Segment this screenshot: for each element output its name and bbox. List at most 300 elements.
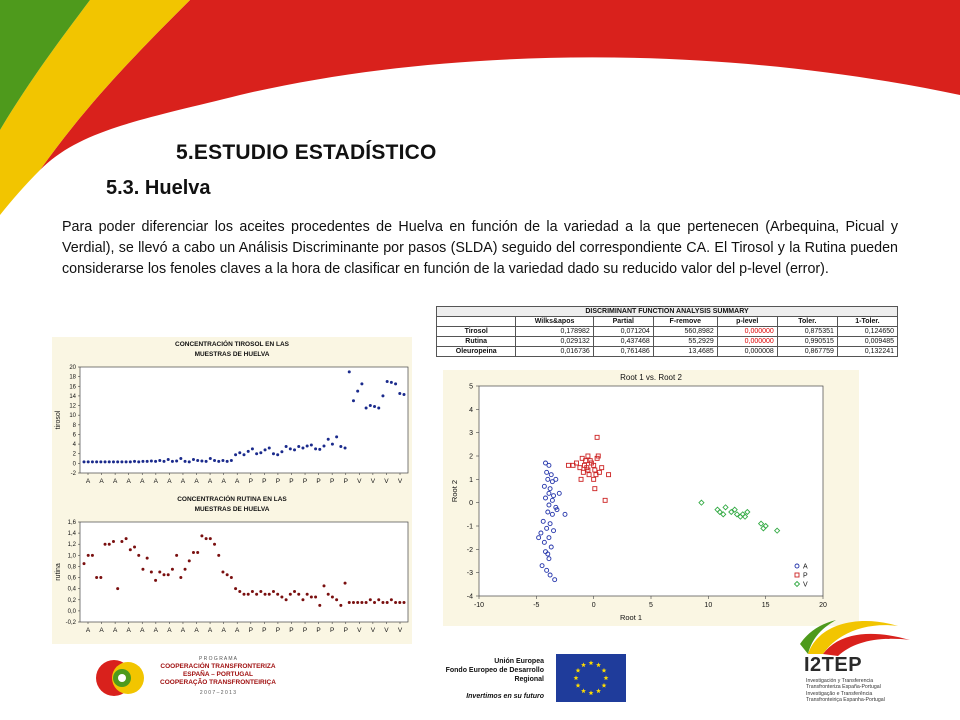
data-point [217,460,220,463]
i2tep-lines [806,678,918,704]
data-point [125,537,128,540]
x-tick-label: P [275,478,281,485]
data-point [133,546,136,549]
y-tick-label: 12 [69,403,76,410]
y-tick-label: 4 [469,406,473,414]
x-tick-label: V [370,627,376,634]
x-tick-label: V [357,478,362,485]
y-tick-label: 2 [72,451,76,458]
eu-line: Fondo Europeo de Desarrollo [445,667,544,674]
table-cell: 0,437468 [593,337,653,347]
data-point [339,445,342,448]
y-tick-label: 2 [469,453,473,461]
i2tep-line: Investigação e Transferência [806,690,873,697]
data-point [179,576,182,579]
data-point [83,460,86,463]
x-tick-label: P [316,627,321,634]
data-point [230,576,233,579]
y-tick-label: -2 [466,546,473,554]
data-point [120,460,123,463]
y-tick-label: 4 [72,442,76,449]
table-row-label: Rutina [437,337,516,347]
data-point [327,593,330,596]
eu-flag-icon [556,654,626,702]
x-tick-label: A [126,627,131,634]
x-tick-label: A [235,627,240,634]
summary-table-header: Partial [593,317,653,327]
x-tick-label: A [194,627,199,634]
data-point [141,568,144,571]
data-point [179,457,182,460]
plot-area [479,386,823,596]
data-point [344,582,347,585]
data-point [297,445,300,448]
data-point [200,459,203,462]
data-point [116,587,119,590]
data-point [390,598,393,601]
x-tick-label: A [140,478,145,485]
data-point [167,573,170,576]
data-point [339,604,342,607]
data-point [125,460,128,463]
y-tick-label: 20 [69,365,76,371]
x-tick-label: A [99,627,104,634]
i2tep-emblem-icon [798,614,918,658]
data-point [276,453,279,456]
poctep-small-top: P R O G R A M A [199,656,237,662]
data-point [209,537,212,540]
data-point [188,460,191,463]
legend-label: P [803,572,808,580]
summary-table-header: Wilks&apos [516,317,593,327]
data-point [386,380,389,383]
data-point [268,446,271,449]
data-point [394,382,397,385]
y-tick-label: 14 [69,393,76,400]
x-tick-label: A [112,478,118,485]
table-row-label: Oleuropeina [437,347,516,357]
table-cell: 0,000008 [717,347,777,357]
data-point [217,554,220,557]
i2tep-line: Transfronteiriça Espanha-Portugal [806,697,885,704]
data-point [209,457,212,460]
i2tep-logo [798,614,918,714]
poctep-small-bottom: 2 0 0 7 – 2 0 1 3 [199,690,237,696]
data-point [403,601,406,604]
data-point [91,460,94,463]
data-point [83,562,86,565]
y-tick-label: 0,2 [67,597,76,604]
data-point [264,448,267,451]
x-tick-label: A [235,478,240,485]
y-tick-label: -4 [466,593,473,601]
y-tick-label: -1 [466,523,473,531]
x-tick-label: A [140,627,145,634]
summary-table [436,306,898,357]
data-point [323,584,326,587]
i2tep-line: Transfronteriza España-Portugal [806,684,881,691]
chart-title: MUESTRAS DE HUELVA [194,506,270,513]
y-tick-label: 5 [469,383,473,391]
table-row [437,327,898,337]
poctep-line: COOPERAÇÃO TRANSFRONTEIRIÇA [160,679,276,686]
x-tick-label: P [316,478,321,485]
data-point [87,554,90,557]
y-tick-label: -3 [466,570,473,578]
x-tick-label: A [207,627,213,634]
x-tick-label: P [330,478,335,485]
data-point [373,601,376,604]
data-point [243,453,246,456]
table-cell: 0,071204 [593,327,653,337]
data-point [213,459,216,462]
data-point [369,598,372,601]
data-point [356,601,359,604]
data-point [133,460,136,463]
data-point [213,543,216,546]
data-point [95,576,98,579]
data-point [365,406,368,409]
x-tick-label: A [194,478,199,485]
table-cell: 0,867759 [777,347,837,357]
table-cell: 0,124650 [837,327,897,337]
table-cell: 0,000000 [717,327,777,337]
data-point [318,604,321,607]
x-tick-label: 5 [649,602,653,609]
data-point [150,459,153,462]
data-point [196,459,199,462]
data-point [226,573,229,576]
data-point [234,587,237,590]
data-point [306,445,309,448]
x-axis-label: Root 1 [619,613,643,622]
data-point [108,460,111,463]
data-point [314,596,317,599]
data-point [348,601,351,604]
data-point [129,548,132,551]
summary-table-header [437,317,516,327]
data-point [310,596,313,599]
x-tick-label: P [262,478,267,485]
table-cell: 0,029132 [516,337,593,347]
data-point [403,393,406,396]
x-tick-label: A [153,627,158,634]
x-tick-label: A [167,478,172,485]
table-cell: 0,009485 [837,337,897,347]
data-point [221,571,224,574]
data-point [285,598,288,601]
y-tick-label: 3 [469,430,473,438]
plot-area [80,522,408,622]
summary-table-header-row [437,317,898,327]
data-point [137,460,140,463]
data-point [381,394,384,397]
poctep-emblem-icon [92,654,152,702]
y-tick-label: 0,8 [67,564,76,571]
x-tick-label: P [302,478,308,485]
data-point [377,406,380,409]
root-scatter-chart [443,370,859,626]
table-cell: 0,761486 [593,347,653,357]
rutina-chart [52,492,412,644]
table-row [437,347,898,357]
x-tick-label: P [343,627,348,634]
data-point [259,590,262,593]
data-point [280,450,283,453]
x-tick-label: P [275,627,281,634]
y-tick-label: 0,6 [67,575,76,582]
summary-table-header: 1-Toler. [837,317,897,327]
data-point [268,593,271,596]
data-point [104,460,107,463]
data-point [365,601,368,604]
chart-title: CONCENTRACIÓN TIROSOL EN LAS [175,341,289,348]
data-point [335,598,338,601]
data-point [381,601,384,604]
table-cell: 55,2929 [653,337,717,347]
data-point [369,404,372,407]
x-tick-label: V [397,478,403,485]
x-tick-label: A [180,478,186,485]
data-point [327,438,330,441]
data-point [360,382,363,385]
data-point [247,593,250,596]
data-point [335,435,338,438]
data-point [323,445,326,448]
x-tick-label: 10 [704,602,713,609]
data-point [394,601,397,604]
x-tick-label: V [370,478,376,485]
data-point [243,593,246,596]
tirosol-chart [52,337,412,495]
i2tep-name: I2TEP [804,654,863,676]
y-tick-label: 18 [69,374,76,381]
data-point [150,571,153,574]
table-cell: 0,178982 [516,327,593,337]
table-row-label: Tirosol [437,327,516,337]
data-point [192,458,195,461]
data-point [87,460,90,463]
data-point [112,540,115,543]
table-cell: 0,990515 [777,337,837,347]
summary-table-header: p-level [717,317,777,327]
y-tick-label: 1,6 [67,520,76,526]
table-cell: 0,875351 [777,327,837,337]
x-tick-label: V [357,627,362,634]
data-point [356,390,359,393]
data-point [99,460,102,463]
x-tick-label: P [248,627,253,634]
data-point [301,446,304,449]
data-point [390,381,393,384]
data-point [154,460,157,463]
y-axis-label: Root 2 [450,479,459,503]
x-tick-label: P [302,627,308,634]
data-point [95,460,98,463]
data-point [163,573,166,576]
data-point [154,579,157,582]
data-point [184,568,187,571]
x-tick-label: A [221,627,226,634]
data-point [386,601,389,604]
data-point [297,593,300,596]
x-tick-label: V [397,627,403,634]
poctep-logo [92,654,282,702]
data-point [200,534,203,537]
eu-line: Unión Europea [494,658,544,665]
data-point [192,551,195,554]
x-tick-label: A [85,627,91,634]
x-tick-label: A [180,627,186,634]
data-point [188,559,191,562]
data-point [344,446,347,449]
data-point [175,554,178,557]
x-tick-label: P [343,478,348,485]
x-tick-label: P [289,627,294,634]
x-tick-label: A [126,478,131,485]
data-point [221,459,224,462]
data-point [171,568,174,571]
x-tick-label: V [384,478,389,485]
y-tick-label: -2 [70,471,76,477]
y-tick-label: 6 [72,432,76,439]
legend-label: V [803,581,808,589]
plot-area [80,367,408,473]
summary-table-title: DISCRIMINANT FUNCTION ANALYSIS SUMMARY [437,307,898,317]
eu-line: Regional [514,676,544,683]
data-point [398,601,401,604]
y-tick-label: 1 [469,476,473,484]
eu-text-block [442,657,544,701]
data-point [276,593,279,596]
data-point [352,399,355,402]
x-tick-label: A [99,478,104,485]
x-tick-label: P [330,627,335,634]
i2tep-line: Investigación y Transferencia [806,678,874,684]
data-point [238,451,241,454]
x-tick-label: 20 [819,602,827,609]
data-point [251,590,254,593]
y-tick-label: 16 [69,384,76,391]
data-point [247,450,250,453]
table-cell: 0,016736 [516,347,593,357]
poctep-line: COOPERACIÓN TRANSFRONTERIZA [160,663,276,670]
data-point [255,593,258,596]
x-tick-label: 0 [591,602,596,609]
y-tick-label: 8 [72,422,76,429]
data-point [360,601,363,604]
x-tick-label: P [262,627,267,634]
y-axis-label: tirosol [55,410,62,430]
x-tick-label: A [167,627,172,634]
data-point [352,601,355,604]
eu-slogan: Invertimos en su futuro [466,693,544,700]
data-point [196,551,199,554]
x-tick-label: A [85,478,91,485]
summary-table-header: Toler. [777,317,837,327]
x-tick-label: V [384,627,389,634]
chart-title: MUESTRAS DE HUELVA [194,351,270,358]
x-tick-label: A [207,478,213,485]
data-point [331,443,334,446]
legend-label: A [803,563,808,571]
data-point [129,460,132,463]
x-tick-label: -5 [533,602,540,609]
data-point [272,590,275,593]
data-point [314,447,317,450]
data-point [331,596,334,599]
data-point [285,445,288,448]
poctep-lines [154,663,282,687]
x-tick-label: A [221,478,226,485]
data-point [120,540,123,543]
summary-table-header: F-remove [653,317,717,327]
section-subtitle: 5.3. Huelva [106,177,211,199]
data-point [205,460,208,463]
y-tick-label: 0,0 [67,608,76,615]
data-point [293,448,296,451]
y-axis-label: rutina [55,563,62,581]
table-cell: 0,132241 [837,347,897,357]
data-point [280,596,283,599]
summary-table-panel [436,306,906,362]
page-title: 5.ESTUDIO ESTADÍSTICO [176,141,437,164]
data-point [167,458,170,461]
data-point [264,593,267,596]
data-point [234,453,237,456]
data-point [146,557,149,560]
chart-title: CONCENTRACIÓN RUTINA EN LAS [177,496,287,503]
y-tick-label: 1,0 [67,553,76,560]
data-point [158,571,161,574]
table-cell: 13,4685 [653,347,717,357]
data-point [205,537,208,540]
y-tick-label: 1,2 [67,542,76,549]
data-point [112,460,115,463]
data-point [293,590,296,593]
data-point [259,451,262,454]
table-row [437,337,898,347]
y-tick-label: 10 [69,413,76,420]
data-point [158,459,161,462]
data-point [289,593,292,596]
data-point [171,460,174,463]
x-tick-label: 15 [761,602,770,609]
data-point [251,447,254,450]
data-point [137,554,140,557]
data-point [175,459,178,462]
x-tick-label: -10 [473,602,485,609]
data-point [146,460,149,463]
data-point [255,452,258,455]
table-cell: 560,8982 [653,327,717,337]
data-point [377,598,380,601]
data-point [398,392,401,395]
chart-title: Root 1 vs. Root 2 [620,373,682,382]
data-point [272,452,275,455]
data-point [348,370,351,373]
data-point [318,448,321,451]
data-point [301,598,304,601]
x-tick-label: P [248,478,253,485]
data-point [104,543,107,546]
data-point [184,460,187,463]
data-point [306,593,309,596]
data-point [289,447,292,450]
data-point [116,460,119,463]
data-point [230,459,233,462]
x-tick-label: P [289,478,294,485]
